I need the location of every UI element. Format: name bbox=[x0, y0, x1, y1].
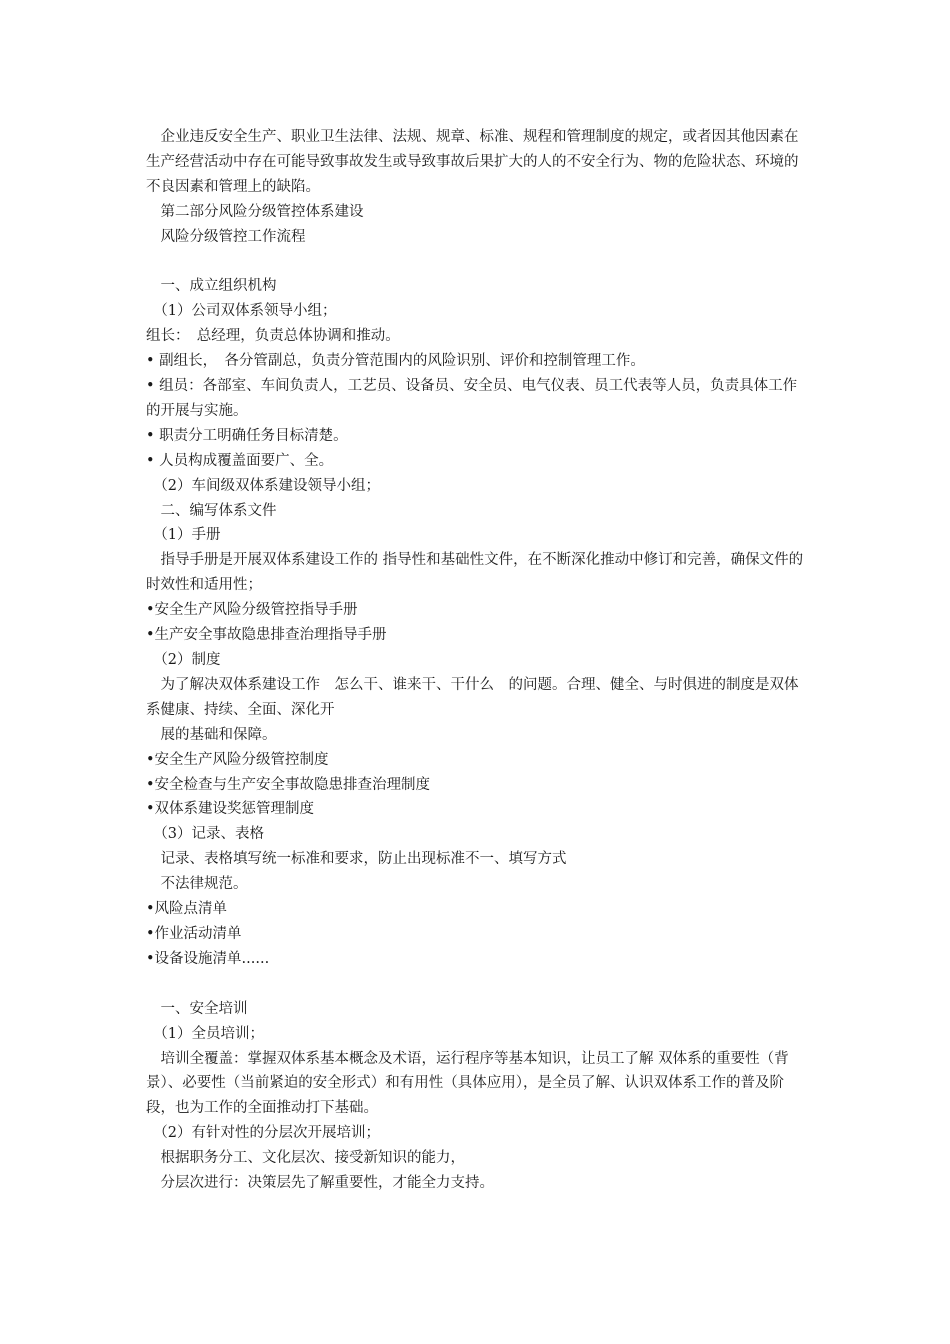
paragraph-training-levels: 分层次进行：决策层先了解重要性，才能全力支持。 bbox=[146, 1175, 494, 1192]
paragraph-records: 记录、表格填写统一标准和要求，防止出现标准不一、填写方式 bbox=[146, 851, 567, 868]
document-body bbox=[146, 125, 810, 1196]
bullet-activity-list: •作业活动清单 bbox=[146, 925, 242, 942]
item-targeted-training: （2）有针对性的分层次开展培训； bbox=[146, 1125, 380, 1142]
heading-safety-training: 一、安全培训 bbox=[146, 1000, 248, 1017]
paragraph-hazard-definition: 企业违反安全生产、职业卫生法律、法规、规章、标准、规程和管理制度的规定，或者因其他因素在生产经营活动中存在可能导致事故发生或导致事故后果扩大的人的不安全行为、物的危险状态、环境的不良因素和管理上的缺陷。 bbox=[146, 129, 799, 195]
heading-organization: 一、成立组织机构 bbox=[146, 278, 277, 295]
subtitle-workflow: 风险分级管控工作流程 bbox=[146, 228, 306, 245]
blank-line bbox=[146, 250, 810, 275]
paragraph-training-coverage: 培训全覆盖：掌握双体系基本概念及术语，运行程序等基本知识，让员工了解 双体系的重要性（背景）、必要性（当前紧迫的安全形式）和有用性（具体应用），是全员了解、认识双体系工作的普及阶段，也为工作的全面推动打下基础。 bbox=[146, 1050, 789, 1117]
bullet-deputy-leader: • 副组长， 各分管副总，负责分管范围内的风险识别、评价和控制管理工作。 bbox=[146, 353, 645, 370]
bullet-equipment-list: •设备设施清单...... bbox=[146, 950, 270, 967]
bullet-coverage: • 人员构成覆盖面要广、全。 bbox=[146, 452, 334, 469]
paragraph-regulations: 为了解决双体系建设工作 怎么干、谁来干、干什么 的问题。合理、健全、与时俱进的制度是双体系健康、持续、全面、深化开 bbox=[146, 676, 799, 718]
bullet-risk-point-list: •风险点清单 bbox=[146, 901, 228, 918]
item-company-leading-group: （1）公司双体系领导小组； bbox=[146, 303, 337, 320]
bullet-reward-regulation: •双体系建设奖惩管理制度 bbox=[146, 801, 315, 818]
paragraph-manual: 指导手册是开展双体系建设工作的 指导性和基础性文件，在不断深化推动中修订和完善，确保文件的时效性和适用性； bbox=[146, 552, 804, 594]
bullet-risk-manual: •安全生产风险分级管控指导手册 bbox=[146, 602, 358, 619]
heading-system-documents: 二、编写体系文件 bbox=[146, 502, 277, 519]
bullet-inspection-regulation: •安全检查与生产安全事故隐患排查治理制度 bbox=[146, 776, 431, 793]
item-records-forms: （3）记录、表格 bbox=[146, 826, 264, 843]
bullet-responsibilities: • 职责分工明确任务目标清楚。 bbox=[146, 427, 348, 444]
item-regulations: （2）制度 bbox=[146, 652, 221, 669]
item-workshop-leading-group: （2）车间级双体系建设领导小组； bbox=[146, 477, 380, 494]
bullet-members: • 组员：各部室、车间负责人，工艺员、设备员、安全员、电气仪表、员工代表等人员，负责具体工作的开展与实施。 bbox=[146, 378, 798, 419]
bullet-hazard-manual: •生产安全事故隐患排查治理指导手册 bbox=[146, 627, 387, 644]
paragraph-training-basis: 根据职务分工、文化层次、接受新知识的能力， bbox=[146, 1150, 465, 1167]
bullet-risk-regulation: •安全生产风险分级管控制度 bbox=[146, 751, 329, 768]
blank-line bbox=[146, 972, 810, 997]
paragraph-records-cont: 不法律规范。 bbox=[146, 876, 248, 893]
item-team-leader: 组长： 总经理，负责总体协调和推动。 bbox=[146, 328, 400, 345]
item-manual: （1）手册 bbox=[146, 527, 221, 544]
item-all-staff-training: （1）全员培训； bbox=[146, 1025, 264, 1042]
paragraph-regulations-cont: 展的基础和保障。 bbox=[146, 726, 277, 743]
section-title-part-two: 第二部分风险分级管控体系建设 bbox=[146, 203, 364, 220]
